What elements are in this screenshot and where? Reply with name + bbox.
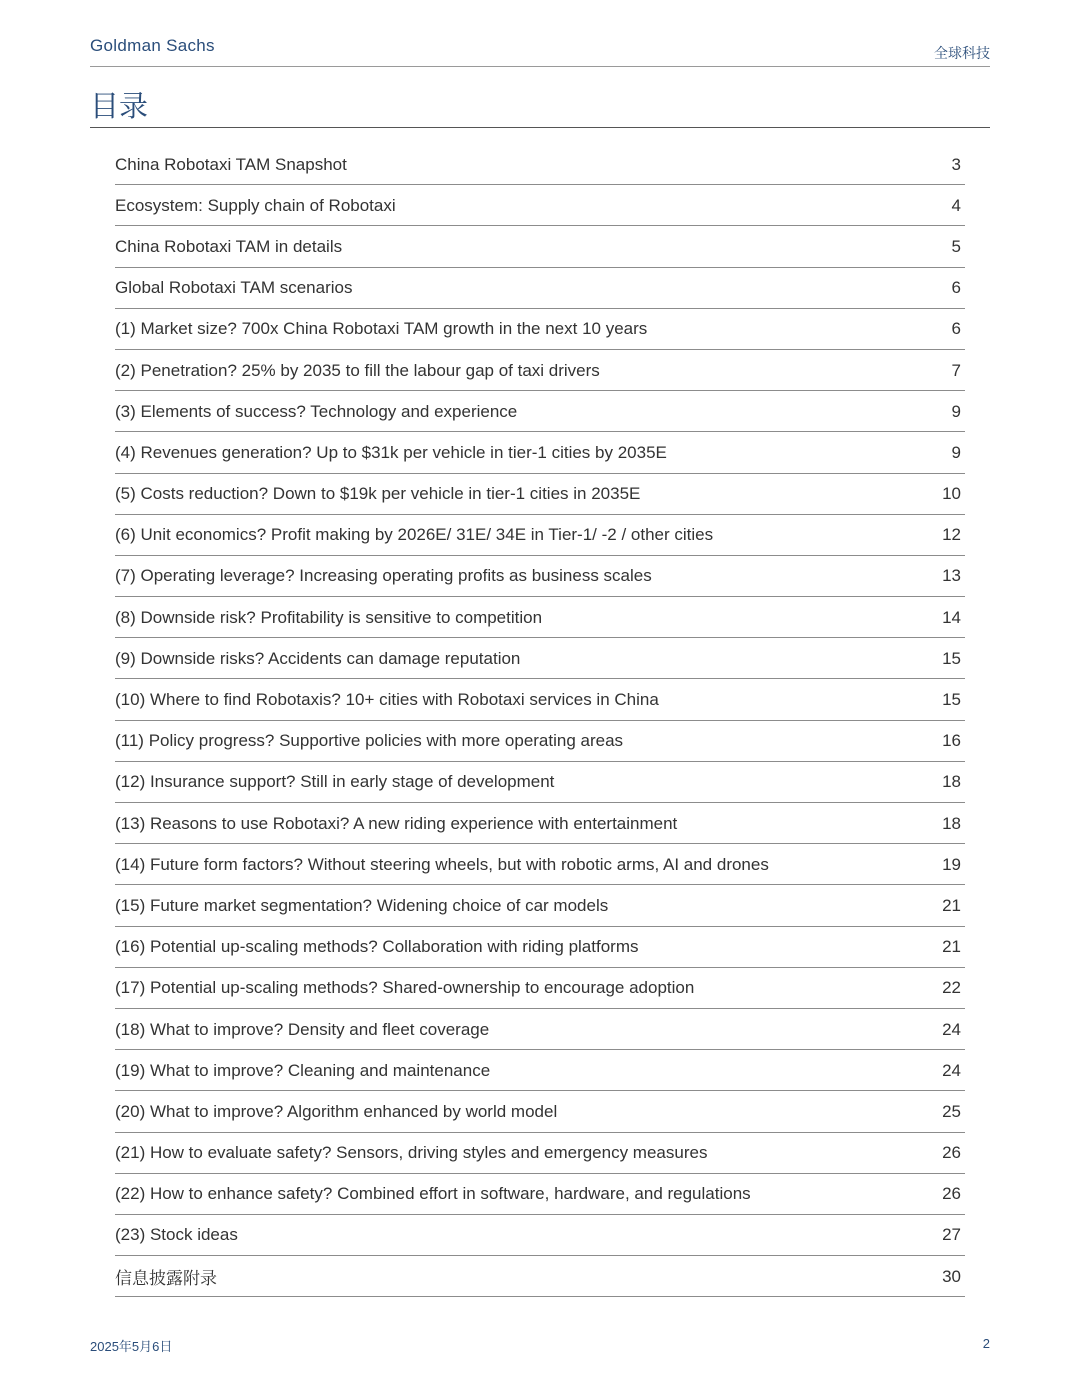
toc-entry-title: China Robotaxi TAM in details: [115, 236, 343, 256]
toc-entry-title: (1) Market size? 700x China Robotaxi TAM growth in the next 10 years: [115, 319, 648, 339]
toc-entry-title: (14) Future form factors? Without steering wheels, but with robotic arms, AI and drones: [115, 854, 769, 874]
toc-entry[interactable]: [115, 1092, 965, 1132]
toc-entry-title: (4) Revenues generation? Up to $31k per vehicle in tier-1 cities by 2035E: [115, 442, 667, 462]
toc-entry-page-number: 9: [951, 401, 961, 421]
toc-entry[interactable]: [115, 639, 965, 679]
toc-entry-title: (3) Elements of success? Technology and experience: [115, 401, 518, 421]
table-of-contents: [115, 145, 965, 1297]
toc-entry-title: (9) Downside risks? Accidents can damage reputation: [115, 648, 521, 668]
toc-entry-title: 信息披露附录: [115, 1269, 217, 1289]
toc-entry-title: (11) Policy progress? Supportive policies with more operating areas: [115, 731, 624, 751]
section-label: 全球科技: [934, 45, 990, 61]
toc-entry-page-number: 5: [951, 236, 961, 256]
toc-entry-page-number: 18: [942, 813, 961, 833]
toc-entry[interactable]: [115, 557, 965, 597]
toc-entry[interactable]: [115, 845, 965, 885]
toc-entry-page-number: 24: [942, 1019, 961, 1039]
toc-entry-page-number: 26: [942, 1184, 961, 1204]
toc-entry-page-number: 6: [951, 278, 961, 298]
toc-entry-page-number: 30: [942, 1266, 961, 1286]
toc-entry[interactable]: [115, 1216, 965, 1256]
toc-entry-title: (10) Where to find Robotaxis? 10+ cities with Robotaxi services in China: [115, 690, 659, 710]
toc-entry[interactable]: [115, 969, 965, 1009]
toc-entry-title: (8) Downside risk? Profitability is sensitive to competition: [115, 607, 543, 627]
toc-entry-page-number: 24: [942, 1060, 961, 1080]
header-divider: [90, 66, 990, 67]
brand-name: Goldman Sachs: [90, 36, 215, 55]
toc-entry[interactable]: [115, 310, 965, 350]
toc-entry-page-number: 14: [942, 607, 961, 627]
toc-entry[interactable]: [115, 433, 965, 473]
title-divider: [90, 127, 990, 128]
toc-entry-title: (22) How to enhance safety? Combined effort in software, hardware, and regulations: [115, 1184, 751, 1204]
toc-entry-title: (20) What to improve? Algorithm enhanced by world model: [115, 1101, 558, 1121]
toc-entry[interactable]: [115, 1010, 965, 1050]
toc-entry-page-number: 13: [942, 566, 961, 586]
toc-entry[interactable]: [115, 227, 965, 267]
toc-entry-title: (18) What to improve? Density and fleet coverage: [115, 1019, 490, 1039]
toc-entry-title: Global Robotaxi TAM scenarios: [115, 278, 353, 298]
toc-entry-page-number: 16: [942, 731, 961, 751]
toc-entry-page-number: 22: [942, 978, 961, 998]
toc-entry-title: (13) Reasons to use Robotaxi? A new riding experience with entertainment: [115, 813, 678, 833]
toc-entry-page-number: 27: [942, 1225, 961, 1245]
toc-entry[interactable]: [115, 1175, 965, 1215]
toc-entry[interactable]: [115, 722, 965, 762]
toc-entry-title: (5) Costs reduction? Down to $19k per vehicle in tier-1 cities in 2035E: [115, 484, 641, 504]
footer-page-number: 2: [982, 1336, 990, 1351]
toc-entry-page-number: 26: [942, 1143, 961, 1163]
toc-entry[interactable]: [115, 1257, 965, 1297]
toc-entry-page-number: 15: [942, 690, 961, 710]
toc-entry-title: (2) Penetration? 25% by 2035 to fill the labour gap of taxi drivers: [115, 360, 600, 380]
toc-entry[interactable]: [115, 186, 965, 226]
toc-entry-page-number: 9: [951, 442, 961, 462]
toc-entry-title: (21) How to evaluate safety? Sensors, driving styles and emergency measures: [115, 1143, 708, 1163]
toc-entry[interactable]: [115, 598, 965, 638]
toc-entry-title: Ecosystem: Supply chain of Robotaxi: [115, 195, 396, 215]
toc-entry-page-number: 3: [951, 154, 961, 174]
toc-entry[interactable]: [115, 516, 965, 556]
toc-entry[interactable]: [115, 886, 965, 926]
toc-entry[interactable]: [115, 392, 965, 432]
toc-entry-page-number: 18: [942, 772, 961, 792]
toc-entry-page-number: 12: [942, 525, 961, 545]
toc-entry-page-number: 19: [942, 854, 961, 874]
footer-date: 2025年5月6日: [90, 1339, 173, 1354]
toc-entry-title: (17) Potential up-scaling methods? Shared-ownership to encourage adoption: [115, 978, 695, 998]
toc-entry-title: (16) Potential up-scaling methods? Collaboration with riding platforms: [115, 937, 639, 957]
toc-entry[interactable]: [115, 145, 965, 185]
toc-entry-title: (15) Future market segmentation? Widening choice of car models: [115, 895, 609, 915]
page-title: 目录: [90, 89, 149, 123]
toc-entry[interactable]: [115, 475, 965, 515]
toc-entry[interactable]: [115, 804, 965, 844]
toc-entry[interactable]: [115, 680, 965, 720]
toc-entry-title: (12) Insurance support? Still in early stage of development: [115, 772, 555, 792]
toc-entry-page-number: 6: [951, 319, 961, 339]
toc-entry-title: (7) Operating leverage? Increasing operating profits as business scales: [115, 566, 652, 586]
toc-entry-page-number: 21: [942, 895, 961, 915]
toc-entry-title: (23) Stock ideas: [115, 1225, 238, 1245]
toc-entry-page-number: 15: [942, 648, 961, 668]
toc-entry-page-number: 25: [942, 1101, 961, 1121]
toc-entry[interactable]: [115, 269, 965, 309]
toc-entry-title: (19) What to improve? Cleaning and maintenance: [115, 1060, 491, 1080]
toc-entry-page-number: 10: [942, 484, 961, 504]
toc-entry[interactable]: [115, 351, 965, 391]
toc-entry-title: China Robotaxi TAM Snapshot: [115, 154, 347, 174]
toc-entry[interactable]: [115, 763, 965, 803]
toc-entry-title: (6) Unit economics? Profit making by 2026E/ 31E/ 34E in Tier-1/ -2 / other cities: [115, 525, 714, 545]
toc-entry[interactable]: [115, 1051, 965, 1091]
toc-entry-page-number: 7: [951, 360, 961, 380]
toc-entry[interactable]: [115, 1134, 965, 1174]
toc-entry-page-number: 4: [951, 195, 961, 215]
toc-entry-page-number: 21: [942, 937, 961, 957]
toc-entry[interactable]: [115, 928, 965, 968]
